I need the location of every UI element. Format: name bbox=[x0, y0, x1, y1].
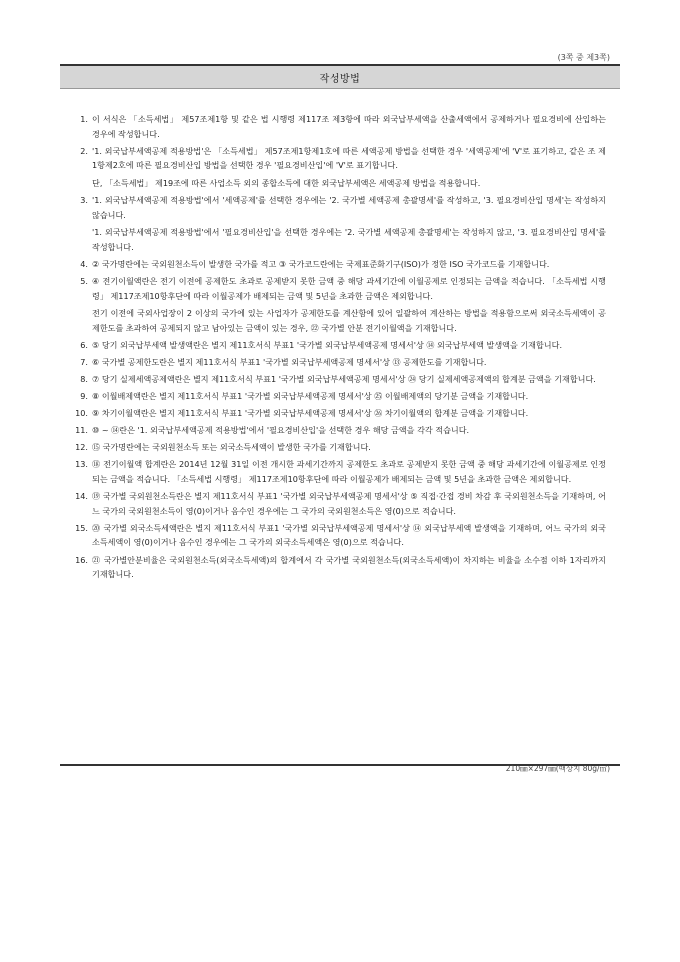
instruction-text: ⑨ 차기이월액란은 별지 제11호서식 부표1 '국가별 외국납부세액공제 명세서'상 ㉖ 차기이월액의 합계분 금액을 기재합니다. bbox=[92, 408, 529, 419]
instruction-text: ⑧ 이월배제액란은 별지 제11호서식 부표1 '국가별 외국납부세액공제 명세서'상 ㉕ 이월배제액의 당기분 금액을 기재합니다. bbox=[92, 391, 529, 402]
instruction-text: ㉑ 국가별안분비율은 국외원천소득(외국소득세액)의 합계에서 각 국가별 국외원천소득(외국소득세액)이 차지하는 비율을 소수점 이하 1자리까지 기재합니다. bbox=[92, 554, 606, 580]
instruction-list bbox=[74, 112, 606, 584]
instruction-number: 10. bbox=[75, 408, 88, 419]
instruction-text: ⑱ 전기이월액 합계란은 2014년 12월 31일 이전 개시한 과세기간까지 공제한도 초과로 공제받지 못한 금액 중 해당 과세기간에 이월공제로 인정되는 금액을 적습니다. 「소득세법 시행령」 제117조제10항후단에 따라 이월공제가 배제되는 금액 및 5년을 초과한 금액은 제외합니다. bbox=[92, 459, 606, 485]
instruction-item bbox=[74, 440, 606, 455]
instruction-text: ② 국가명란에는 국외원천소득이 발생한 국가를 적고 ③ 국가코드란에는 국제표준화기구(ISO)가 정한 ISO 국가코드를 기재합니다. bbox=[92, 258, 550, 269]
instruction-number: 3. bbox=[80, 194, 88, 205]
instruction-text: ⑲ 국가별 국외원천소득란은 별지 제11호서식 부표1 '국가별 외국납부세액공제 명세서'상 ⑤ 직접·간접 경비 차감 후 국외원천소득을 기재하며, 어느 국가의 국외원천소득이 영(0)이거나 음수인 경우에는 그 국가의 국외원천소득은 영(0)으로 적습니다. bbox=[92, 491, 606, 516]
instruction-text: 전기 이전에 국외사업장이 2 이상의 국가에 있는 사업자가 공제한도를 계산함에 있어 일괄하여 계산하는 방법을 적용함으로써 외국소득세액이 공제한도를 초과하여 공제되지 않고 남아있는 금액이 있는 경우, ㉒ 국가별 안분 전기이월액을 기재합니다. bbox=[92, 308, 606, 333]
instruction-text: '1. 외국납부세액공제 적용방법'에서 '세액공제'를 선택한 경우에는 '2. 국가별 세액공제 총괄명세'를 작성하고, '3. 필요경비산입 명세'는 작성하지 않습니다. bbox=[92, 194, 606, 220]
instruction-item bbox=[74, 489, 606, 518]
instruction-number: 13. bbox=[75, 459, 88, 470]
instruction-item bbox=[74, 193, 606, 254]
instruction-item bbox=[74, 338, 606, 353]
instruction-item bbox=[74, 553, 606, 582]
page-number: (3쪽 중 제3쪽) bbox=[557, 53, 610, 62]
instruction-text: ⑮ 국가명란에는 국외원천소득 또는 외국소득세액이 발생한 국가를 기재합니다. bbox=[92, 442, 371, 453]
instruction-item bbox=[74, 457, 606, 486]
paper-spec: 210㎜×297㎜(백상지 80g/㎡) bbox=[505, 764, 610, 773]
instruction-number: 1. bbox=[80, 114, 88, 124]
instruction-number: 15. bbox=[75, 522, 88, 533]
instruction-text: ⑤ 당기 외국납부세액 발생액란은 별지 제11호서식 부표1 '국가별 외국납부세액공제 명세서'상 ⑭ 외국납부세액 발생액을 기재합니다. bbox=[92, 339, 563, 350]
instruction-text: ⑦ 당기 실제세액공제액란은 별지 제11호서식 부표1 '국가별 외국납부세액공제 명세서'상 ㉔ 당기 실제세액공제액의 합계분 금액을 기재합니다. bbox=[92, 374, 596, 384]
instruction-item bbox=[74, 112, 606, 141]
instruction-item bbox=[74, 521, 606, 550]
instruction-number: 5. bbox=[80, 275, 88, 286]
instruction-number: 8. bbox=[80, 374, 88, 384]
instruction-number: 9. bbox=[80, 391, 88, 402]
instruction-text: 이 서식은 「소득세법」 제57조제1항 및 같은 법 시행령 제117조 제3항에 따라 외국납부세액을 산출세액에서 공제하거나 필요경비에 산입하는 경우에 작성합니다. bbox=[92, 114, 606, 139]
instruction-item bbox=[74, 257, 606, 272]
instruction-item bbox=[74, 406, 606, 421]
instruction-item bbox=[74, 144, 606, 191]
instruction-item bbox=[74, 372, 606, 387]
instruction-item bbox=[74, 274, 606, 335]
instruction-text: ④ 전기이월액란은 전기 이전에 공제한도 초과로 공제받지 못한 금액 중 해당 과세기간에 이월공제로 인정되는 금액을 적습니다. 「소득세법 시행령」 제117조제10항후단에 따라 이월공제가 배제되는 금액 및 5년을 초과한 금액은 제외합니다. bbox=[92, 275, 606, 301]
instruction-number: 4. bbox=[80, 258, 88, 269]
instruction-text: '1. 외국납부세액공제 적용방법'에서 '필요경비산입'을 선택한 경우에는 '2. 국가별 세액공제 총괄명세'는 작성하지 않고, '3. 필요경비산입 명세'를 작성합니다. bbox=[92, 227, 606, 252]
instruction-text: '1. 외국납부세액공제 적용방법'은 「소득세법」 제57조제1항제1호에 따른 세액공제 방법을 선택한 경우 '세액공제'에 'V'로 표기하고, 같은 조 제1항제2호에 따른 필요경비산입 방법을 선택한 경우 '필요경비산입'에 'V'로 표기합니다. bbox=[92, 145, 606, 171]
instruction-number: 7. bbox=[80, 356, 88, 367]
instruction-number: 2. bbox=[80, 145, 88, 156]
instruction-text: ⑩ ~ ⑭란은 '1. 외국납부세액공제 적용방법'에서 '필요경비산입'을 선택한 경우 해당 금액을 각각 적습니다. bbox=[92, 425, 470, 436]
instruction-text: ⑳ 국가별 외국소득세액란은 별지 제11호서식 부표1 '국가별 외국납부세액공제 명세서'상 ⑭ 외국납부세액 발생액을 기재하며, 어느 국가의 외국소득세액이 영(0)이거나 음수인 경우에는 그 국가의 외국소득세액은 영(0)으로 적습니다. bbox=[92, 522, 606, 548]
instruction-item bbox=[74, 423, 606, 438]
instruction-item bbox=[74, 355, 606, 370]
section-header bbox=[60, 66, 620, 89]
instructions-box bbox=[60, 64, 620, 766]
instruction-text: ⑥ 국가별 공제한도란은 별지 제11호서식 부표1 '국가별 외국납부세액공제 명세서'상 ⑬ 공제한도를 기재합니다. bbox=[92, 356, 487, 367]
instruction-number: 12. bbox=[75, 442, 88, 453]
section-title: 작성방법 bbox=[319, 73, 361, 85]
instruction-text: 단, 「소득세법」 제19조에 따른 사업소득 외의 종합소득에 대한 외국납부세액은 세액공제 방법을 적용합니다. bbox=[92, 177, 481, 188]
instruction-number: 16. bbox=[75, 554, 88, 565]
instruction-number: 11. bbox=[75, 425, 88, 436]
instruction-item bbox=[74, 389, 606, 404]
instruction-number: 6. bbox=[80, 339, 88, 350]
instruction-number: 14. bbox=[75, 491, 88, 502]
